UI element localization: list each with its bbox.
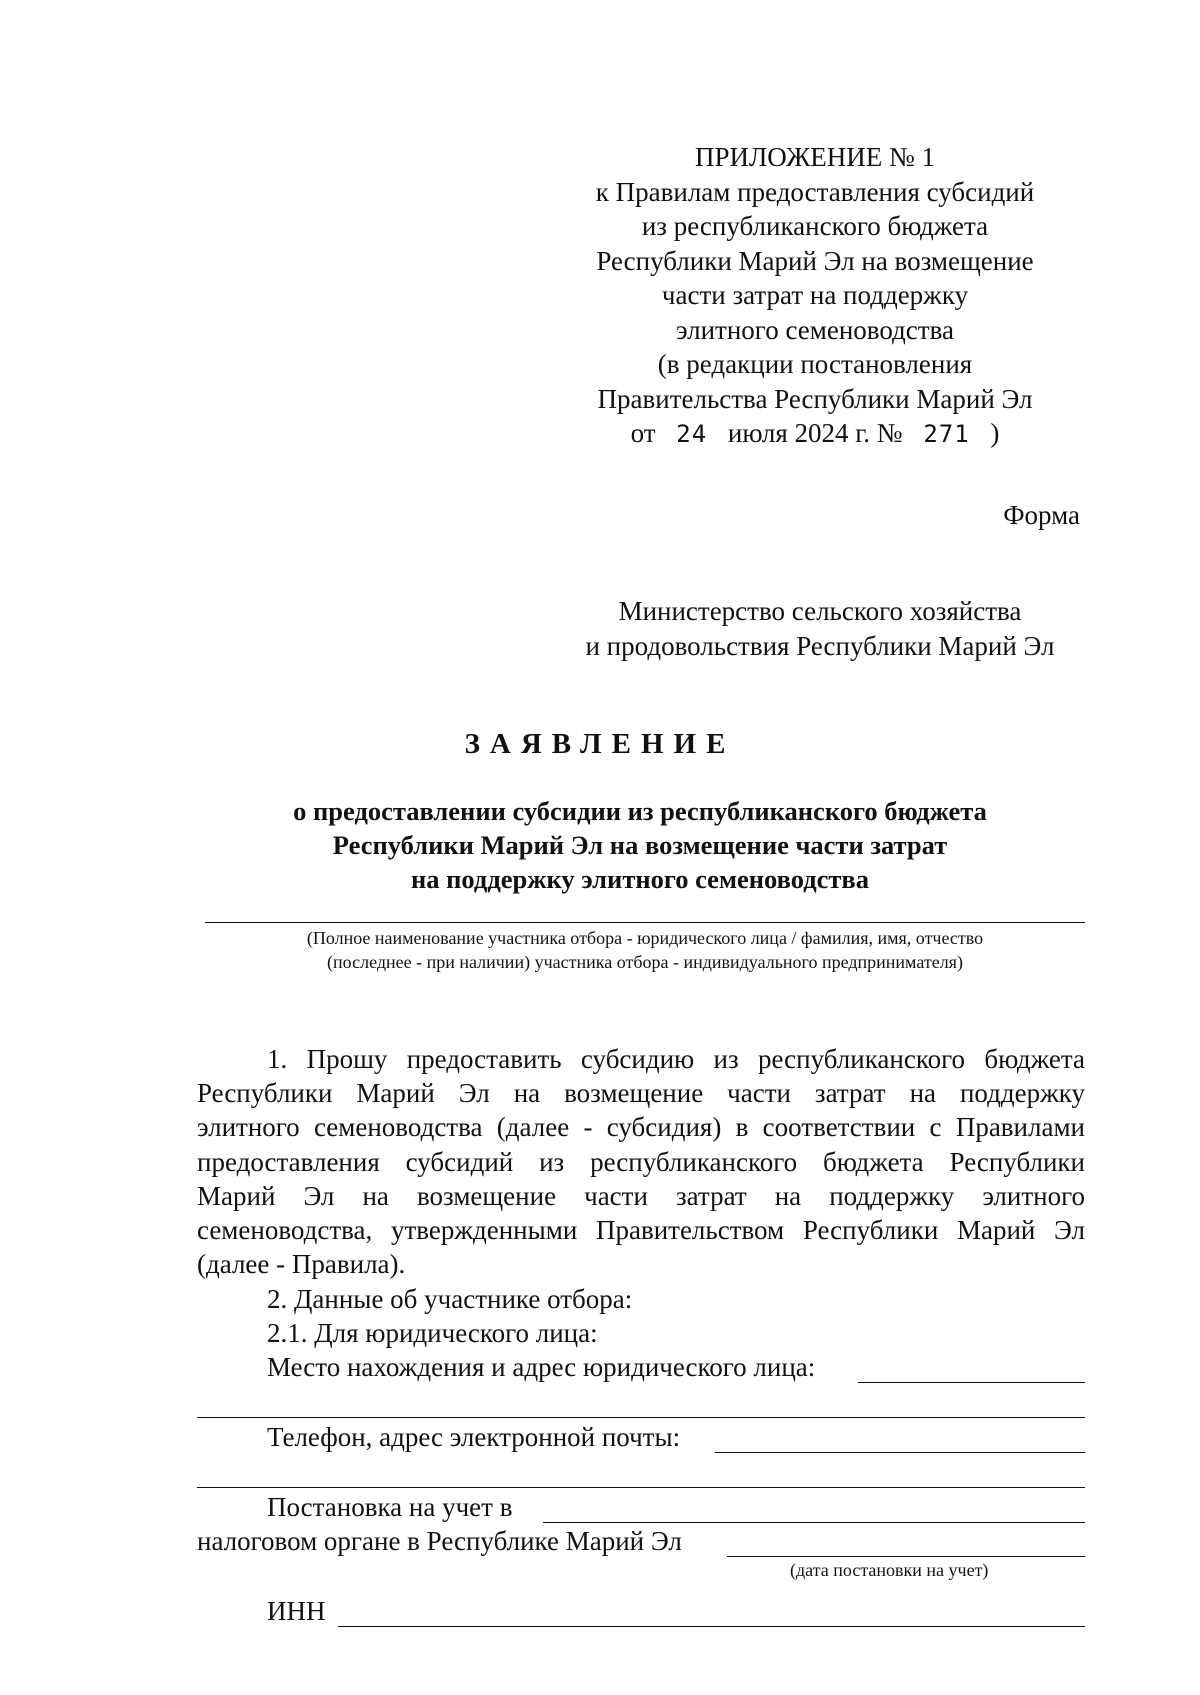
inn-field[interactable] bbox=[338, 1626, 1085, 1627]
resolution-number: 271 bbox=[923, 420, 970, 448]
paragraph-line: (далее - Правила). bbox=[197, 1249, 406, 1280]
ministry-line: и продовольствия Республики Марий Эл bbox=[585, 631, 1055, 661]
form-label: Форма bbox=[1003, 500, 1080, 530]
section-2-heading: 2. Данные об участнике отбора: bbox=[267, 1284, 633, 1314]
closing-paren: ) bbox=[990, 418, 1000, 448]
appendix-line: из республиканского бюджета bbox=[641, 211, 989, 241]
applicant-name-hint bbox=[200, 926, 1090, 974]
appendix-line: ПРИЛОЖЕНИЕ № 1 bbox=[694, 142, 936, 172]
date-month-year: июля 2024 г. № bbox=[727, 418, 903, 448]
subtitle-line: на поддержку элитного семеноводства bbox=[411, 864, 869, 894]
paragraph-line: семеноводства, утвержденными Правительством Республики Марий Эл bbox=[197, 1215, 1085, 1246]
tax-authority-field[interactable] bbox=[543, 1522, 1085, 1523]
appendix-line: элитного семеноводства bbox=[676, 314, 954, 345]
inn-label: ИНН bbox=[267, 1596, 326, 1626]
document-title: ЗАЯВЛЕНИЕ bbox=[464, 728, 736, 760]
ministry-line: Министерство сельского хозяйства bbox=[618, 596, 1022, 626]
paragraph-1 bbox=[197, 1042, 1085, 1281]
paragraph-line: Республики Марий Эл на возмещение части затрат на поддержку bbox=[197, 1078, 1085, 1109]
paragraph-line: элитного семеноводства (далее - субсидия) в соответствии с Правилами bbox=[197, 1112, 1085, 1143]
contacts-field-continued[interactable] bbox=[197, 1487, 1085, 1488]
paragraph-line: предоставления субсидий из республиканского бюджета Республики bbox=[197, 1146, 1085, 1177]
registration-label-2: налоговом органе в Республике Марий Эл bbox=[197, 1526, 682, 1556]
hint-line: (последнее - при наличии) участника отбора - индивидуального предпринимателя) bbox=[327, 952, 963, 972]
registration-date-hint: (дата постановки на учет) bbox=[790, 1560, 989, 1580]
paragraph-line: 1. Прошу предоставить субсидию из республиканского бюджета bbox=[267, 1044, 1085, 1074]
subtitle-line: о предоставлении субсидии из республиканского бюджета bbox=[293, 796, 987, 826]
document-subtitle bbox=[200, 794, 1080, 896]
date-day: 24 bbox=[676, 420, 708, 448]
contacts-label: Телефон, адрес электронной почты: bbox=[267, 1422, 681, 1452]
registration-label-1: Постановка на учет в bbox=[267, 1492, 513, 1522]
registration-date-field[interactable] bbox=[727, 1556, 1085, 1557]
hint-line: (Полное наименование участника отбора - юридического лица / фамилия, имя, отчество bbox=[306, 928, 984, 948]
paragraph-line: Марий Эл на возмещение части затрат на поддержку элитного bbox=[197, 1180, 1085, 1211]
section-2-1-heading: 2.1. Для юридического лица: bbox=[267, 1318, 598, 1348]
address-field[interactable] bbox=[858, 1382, 1085, 1383]
subtitle-line: Республики Марий Эл на возмещение части затрат bbox=[332, 830, 948, 860]
applicant-name-field[interactable] bbox=[205, 922, 1085, 923]
ministry-addressee bbox=[560, 594, 1080, 664]
address-field-continued[interactable] bbox=[197, 1417, 1085, 1418]
address-label: Место нахождения и адрес юридического лица: bbox=[267, 1352, 816, 1382]
appendix-line: к Правилам предоставления субсидий bbox=[595, 176, 1035, 207]
date-prefix: от bbox=[630, 418, 656, 448]
appendix-line: Республики Марий Эл на возмещение bbox=[596, 245, 1034, 276]
appendix-line: (в редакции постановления bbox=[657, 349, 973, 379]
appendix-line: части затрат на поддержку bbox=[661, 280, 969, 310]
appendix-date-line bbox=[560, 416, 1070, 452]
contacts-field[interactable] bbox=[715, 1452, 1085, 1453]
appendix-header bbox=[560, 140, 1070, 452]
appendix-line: Правительства Республики Марий Эл bbox=[597, 383, 1033, 414]
